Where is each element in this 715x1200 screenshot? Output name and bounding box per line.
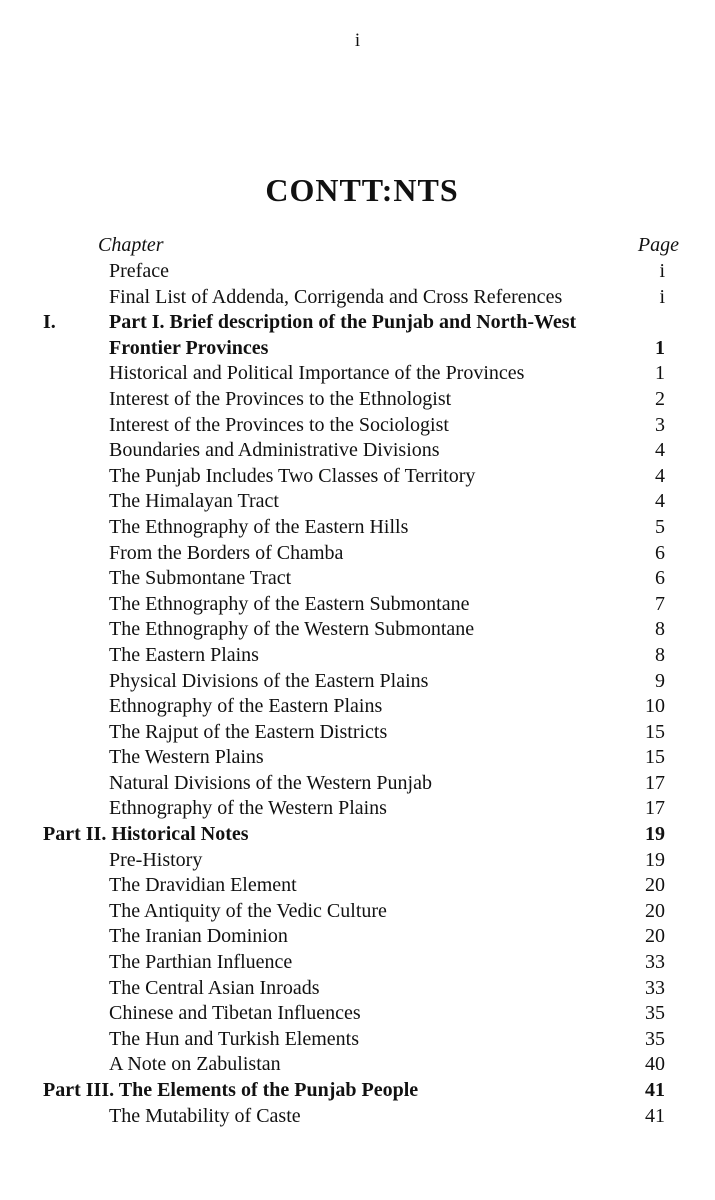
toc-entry-page: 35 — [645, 1002, 665, 1025]
table-of-contents — [0, 259, 715, 1129]
chapter-column-header: Chapter — [98, 234, 164, 256]
toc-entry — [0, 259, 715, 285]
toc-entry — [0, 669, 715, 695]
toc-entry-title: Preface — [109, 260, 169, 282]
toc-entry-page: 1 — [655, 336, 665, 359]
toc-entry-title: The Punjab Includes Two Classes of Territory — [109, 464, 476, 487]
toc-entry-page: 6 — [655, 567, 665, 590]
toc-entry-page: 41 — [645, 1104, 665, 1127]
toc-entry-title: The Ethnography of the Eastern Hills — [109, 515, 409, 538]
toc-entry-page: 10 — [645, 695, 665, 718]
toc-entry-title: Frontier Provinces — [109, 336, 269, 359]
toc-entry-title: Interest of the Provinces to the Sociologist — [109, 413, 449, 436]
toc-entry-title: A Note on Zabulistan — [109, 1053, 281, 1076]
toc-entry-page: 41 — [645, 1079, 665, 1101]
toc-entry-page: 33 — [645, 976, 665, 999]
toc-entry — [0, 592, 715, 618]
toc-entry-title: Part I. Brief description of the Punjab and North-West — [109, 311, 577, 334]
toc-entry-title: Pre-History — [109, 848, 203, 871]
toc-entry-title: The Hun and Turkish Elements — [109, 1027, 359, 1050]
toc-entry-page: 20 — [645, 899, 665, 922]
toc-entry-page: 5 — [655, 515, 665, 538]
toc-entry — [0, 771, 715, 797]
toc-entry-page: 20 — [645, 925, 665, 948]
toc-entry — [0, 387, 715, 413]
page-title: CONTT:NTS — [265, 172, 459, 208]
toc-entry-page: i — [659, 260, 665, 282]
toc-entry — [0, 1027, 715, 1053]
chapter-number: I. — [43, 311, 56, 334]
toc-entry-title: The Central Asian Inroads — [109, 976, 320, 999]
toc-entry — [0, 643, 715, 669]
toc-entry — [0, 950, 715, 976]
toc-entry — [0, 848, 715, 874]
toc-entry-title: Ethnography of the Western Plains — [109, 797, 387, 820]
toc-entry-page: 4 — [655, 464, 665, 487]
toc-entry-page: 35 — [645, 1027, 665, 1050]
toc-entry — [0, 720, 715, 746]
toc-entry-page: 19 — [645, 823, 665, 846]
toc-entry-page: 9 — [655, 669, 665, 692]
toc-entry-page: 4 — [655, 490, 665, 513]
toc-entry-page: 15 — [645, 720, 665, 743]
toc-entry — [0, 464, 715, 490]
toc-entry-title: The Himalayan Tract — [109, 490, 279, 513]
toc-entry-title: The Ethnography of the Western Submontane — [109, 618, 475, 641]
toc-entry — [0, 745, 715, 771]
toc-entry-title: Interest of the Provinces to the Ethnologist — [109, 387, 452, 410]
toc-entry — [0, 1001, 715, 1027]
toc-entry-title: Natural Divisions of the Western Punjab — [109, 771, 432, 794]
toc-entry-page: 7 — [655, 592, 665, 615]
toc-entry — [0, 617, 715, 643]
toc-entry-title: The Rajput of the Eastern Districts — [109, 720, 388, 743]
toc-entry-page: 40 — [645, 1053, 665, 1076]
toc-entry-page: 17 — [645, 771, 665, 794]
toc-entry — [0, 285, 715, 311]
toc-entry — [0, 694, 715, 720]
toc-entry-title: Chinese and Tibetan Influences — [109, 1002, 361, 1025]
toc-entry-page: i — [659, 285, 665, 308]
toc-entry-page: 8 — [655, 618, 665, 641]
toc-entry-title: From the Borders of Chamba — [109, 541, 344, 564]
toc-entry-page: 8 — [655, 643, 665, 666]
toc-entry — [0, 541, 715, 567]
toc-entry — [0, 796, 715, 822]
page-number: i — [354, 30, 361, 51]
toc-entry-title: The Western Plains — [109, 746, 264, 769]
toc-entry-title: The Ethnography of the Eastern Submontane — [109, 592, 470, 615]
toc-entry-title: Final List of Addenda, Corrigenda and Cross References — [109, 285, 563, 308]
toc-entry-page: 19 — [645, 848, 665, 871]
toc-entry — [0, 336, 715, 362]
toc-entry-title: The Antiquity of the Vedic Culture — [109, 899, 387, 922]
toc-entry — [0, 1104, 715, 1130]
toc-entry-page: 15 — [645, 746, 665, 769]
toc-entry — [0, 310, 715, 336]
toc-entry-page: 33 — [645, 951, 665, 974]
toc-entry-title: Part III. The Elements of the Punjab People — [43, 1079, 419, 1101]
toc-entry-page: 4 — [655, 439, 665, 462]
toc-entry-title: The Iranian Dominion — [109, 925, 288, 948]
toc-entry-title: The Eastern Plains — [109, 643, 259, 666]
toc-entry-title: The Submontane Tract — [109, 567, 292, 590]
toc-entry-page: 20 — [645, 874, 665, 897]
toc-entry — [0, 413, 715, 439]
toc-entry-page: 6 — [655, 541, 665, 564]
toc-entry — [0, 822, 715, 848]
toc-entry-title: Boundaries and Administrative Divisions — [109, 439, 440, 462]
toc-entry-title: The Mutability of Caste — [109, 1104, 301, 1127]
toc-entry-page: 3 — [655, 413, 665, 436]
toc-entry — [0, 924, 715, 950]
toc-entry-title: Physical Divisions of the Eastern Plains — [109, 669, 429, 692]
toc-entry — [0, 1052, 715, 1078]
toc-entry-page: 2 — [655, 387, 665, 410]
toc-entry — [0, 1078, 715, 1104]
toc-entry — [0, 873, 715, 899]
toc-entry-title: Historical and Political Importance of the Provinces — [109, 362, 525, 385]
toc-entry-title: Part II. Historical Notes — [43, 823, 249, 846]
toc-entry — [0, 566, 715, 592]
toc-entry-title: Ethnography of the Eastern Plains — [109, 695, 383, 718]
toc-entry-page: 1 — [655, 362, 665, 385]
toc-entry — [0, 361, 715, 387]
toc-entry-page: 17 — [645, 797, 665, 820]
page-column-header: Page — [637, 234, 679, 256]
toc-entry — [0, 489, 715, 515]
toc-entry-title: The Parthian Influence — [109, 951, 293, 974]
toc-entry — [0, 515, 715, 541]
toc-entry — [0, 976, 715, 1002]
toc-entry — [0, 899, 715, 925]
toc-entry-title: The Dravidian Element — [109, 874, 297, 897]
toc-entry — [0, 438, 715, 464]
